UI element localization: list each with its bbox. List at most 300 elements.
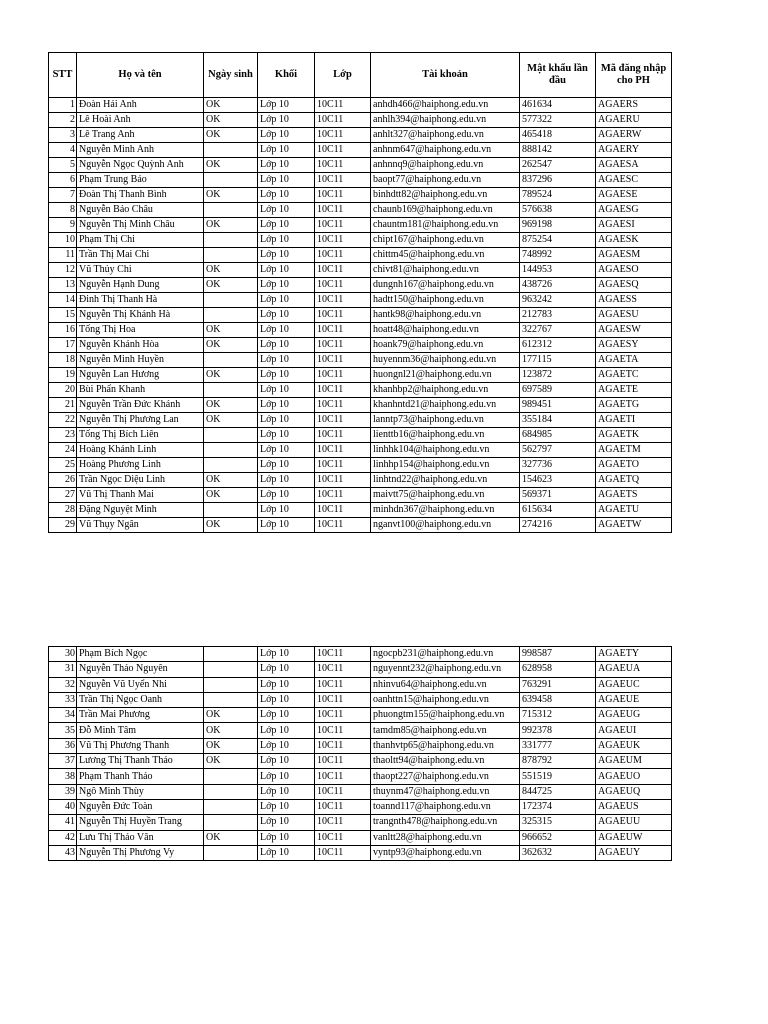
cell-name: Đặng Nguyệt Minh <box>77 503 204 518</box>
header-account: Tài khoản <box>371 53 520 98</box>
cell-parent-code: AGAEUY <box>596 845 672 860</box>
cell-password: 966652 <box>520 830 596 845</box>
cell-account: tamdm85@haiphong.edu.vn <box>371 723 520 738</box>
cell-name: Nguyễn Thị Minh Châu <box>77 218 204 233</box>
cell-password: 963242 <box>520 293 596 308</box>
cell-birthdate <box>204 443 258 458</box>
table-row <box>49 173 672 188</box>
cell-grade: Lớp 10 <box>258 738 315 753</box>
cell-grade: Lớp 10 <box>258 647 315 662</box>
table-row <box>49 203 672 218</box>
cell-account: anhlh394@haiphong.edu.vn <box>371 113 520 128</box>
cell-class: 10C11 <box>315 368 371 383</box>
cell-birthdate <box>204 293 258 308</box>
cell-password: 327736 <box>520 458 596 473</box>
cell-birthdate <box>204 353 258 368</box>
cell-stt: 12 <box>49 263 77 278</box>
table-row <box>49 754 672 769</box>
cell-account: khanhntd21@haiphong.edu.vn <box>371 398 520 413</box>
cell-account: huongnl21@haiphong.edu.vn <box>371 368 520 383</box>
cell-class: 10C11 <box>315 443 371 458</box>
cell-grade: Lớp 10 <box>258 784 315 799</box>
cell-stt: 28 <box>49 503 77 518</box>
cell-account: vyntp93@haiphong.edu.vn <box>371 845 520 860</box>
cell-name: Phạm Thanh Thảo <box>77 769 204 784</box>
cell-name: Lưu Thị Thảo Vân <box>77 830 204 845</box>
cell-password: 362632 <box>520 845 596 860</box>
cell-password: 875254 <box>520 233 596 248</box>
cell-name: Nguyễn Bảo Châu <box>77 203 204 218</box>
cell-password: 577322 <box>520 113 596 128</box>
header-password: Mật khẩu lần đầu <box>520 53 596 98</box>
cell-stt: 33 <box>49 692 77 707</box>
cell-stt: 23 <box>49 428 77 443</box>
cell-account: linhhp154@haiphong.edu.vn <box>371 458 520 473</box>
cell-name: Trần Ngọc Diệu Linh <box>77 473 204 488</box>
table-row <box>49 308 672 323</box>
cell-name: Tống Thị Bích Liên <box>77 428 204 443</box>
cell-birthdate <box>204 233 258 248</box>
cell-grade: Lớp 10 <box>258 677 315 692</box>
header-parent-code: Mã đăng nhập cho PH <box>596 53 672 98</box>
cell-class: 10C11 <box>315 278 371 293</box>
cell-password: 763291 <box>520 677 596 692</box>
cell-class: 10C11 <box>315 815 371 830</box>
table-row <box>49 323 672 338</box>
cell-stt: 17 <box>49 338 77 353</box>
cell-stt: 22 <box>49 413 77 428</box>
cell-grade: Lớp 10 <box>258 173 315 188</box>
cell-account: thuynm47@haiphong.edu.vn <box>371 784 520 799</box>
cell-grade: Lớp 10 <box>258 293 315 308</box>
table-row <box>49 428 672 443</box>
cell-parent-code: AGAESI <box>596 218 672 233</box>
table-row <box>49 338 672 353</box>
cell-class: 10C11 <box>315 203 371 218</box>
cell-name: Trần Mai Phương <box>77 708 204 723</box>
cell-password: 355184 <box>520 413 596 428</box>
table-row <box>49 799 672 814</box>
cell-grade: Lớp 10 <box>258 143 315 158</box>
cell-password: 998587 <box>520 647 596 662</box>
table-row <box>49 353 672 368</box>
table-row <box>49 143 672 158</box>
cell-name: Hoàng Phương Linh <box>77 458 204 473</box>
cell-parent-code: AGAETK <box>596 428 672 443</box>
cell-class: 10C11 <box>315 323 371 338</box>
cell-name: Nguyễn Thị Khánh Hà <box>77 308 204 323</box>
cell-class: 10C11 <box>315 98 371 113</box>
cell-grade: Lớp 10 <box>258 158 315 173</box>
cell-account: thanhvtp65@haiphong.edu.vn <box>371 738 520 753</box>
cell-account: anhdh466@haiphong.edu.vn <box>371 98 520 113</box>
cell-password: 992378 <box>520 723 596 738</box>
header-row <box>49 53 672 98</box>
cell-name: Nguyễn Thị Phương Lan <box>77 413 204 428</box>
cell-birthdate: OK <box>204 98 258 113</box>
table-row <box>49 769 672 784</box>
cell-name: Vũ Thị Phương Thanh <box>77 738 204 753</box>
cell-name: Nguyễn Khánh Hòa <box>77 338 204 353</box>
cell-stt: 16 <box>49 323 77 338</box>
cell-class: 10C11 <box>315 218 371 233</box>
cell-password: 969198 <box>520 218 596 233</box>
cell-class: 10C11 <box>315 799 371 814</box>
cell-grade: Lớp 10 <box>258 518 315 533</box>
cell-parent-code: AGAETI <box>596 413 672 428</box>
cell-name: Đoàn Thị Thanh Bình <box>77 188 204 203</box>
cell-class: 10C11 <box>315 830 371 845</box>
cell-password: 438726 <box>520 278 596 293</box>
cell-grade: Lớp 10 <box>258 723 315 738</box>
cell-stt: 2 <box>49 113 77 128</box>
cell-class: 10C11 <box>315 845 371 860</box>
cell-birthdate <box>204 248 258 263</box>
cell-name: Nguyễn Thảo Nguyên <box>77 662 204 677</box>
cell-password: 465418 <box>520 128 596 143</box>
cell-class: 10C11 <box>315 233 371 248</box>
cell-parent-code: AGAERS <box>596 98 672 113</box>
cell-stt: 34 <box>49 708 77 723</box>
cell-account: anhnm647@haiphong.edu.vn <box>371 143 520 158</box>
cell-stt: 39 <box>49 784 77 799</box>
cell-password: 888142 <box>520 143 596 158</box>
cell-password: 144953 <box>520 263 596 278</box>
cell-birthdate: OK <box>204 323 258 338</box>
cell-class: 10C11 <box>315 647 371 662</box>
cell-account: chauntm181@haiphong.edu.vn <box>371 218 520 233</box>
cell-stt: 38 <box>49 769 77 784</box>
cell-class: 10C11 <box>315 723 371 738</box>
cell-birthdate: OK <box>204 278 258 293</box>
cell-birthdate <box>204 308 258 323</box>
cell-class: 10C11 <box>315 248 371 263</box>
cell-name: Nguyễn Lan Hương <box>77 368 204 383</box>
table-row <box>49 248 672 263</box>
cell-parent-code: AGAESA <box>596 158 672 173</box>
table-row <box>49 662 672 677</box>
table-row <box>49 723 672 738</box>
cell-account: oanhttn15@haiphong.edu.vn <box>371 692 520 707</box>
cell-grade: Lớp 10 <box>258 754 315 769</box>
cell-parent-code: AGAEUW <box>596 830 672 845</box>
cell-class: 10C11 <box>315 143 371 158</box>
cell-parent-code: AGAERU <box>596 113 672 128</box>
cell-birthdate <box>204 383 258 398</box>
cell-stt: 21 <box>49 398 77 413</box>
table-row <box>49 845 672 860</box>
cell-parent-code: AGAETO <box>596 458 672 473</box>
cell-account: khanhbp2@haiphong.edu.vn <box>371 383 520 398</box>
cell-birthdate <box>204 458 258 473</box>
cell-birthdate: OK <box>204 413 258 428</box>
cell-birthdate: OK <box>204 708 258 723</box>
cell-grade: Lớp 10 <box>258 338 315 353</box>
cell-name: Nguyễn Thị Huyền Trang <box>77 815 204 830</box>
cell-parent-code: AGAETA <box>596 353 672 368</box>
table-row <box>49 518 672 533</box>
cell-parent-code: AGAETM <box>596 443 672 458</box>
cell-parent-code: AGAETW <box>596 518 672 533</box>
cell-stt: 30 <box>49 647 77 662</box>
header-class: Lớp <box>315 53 371 98</box>
student-table-part-2 <box>48 646 672 861</box>
cell-stt: 20 <box>49 383 77 398</box>
cell-password: 274216 <box>520 518 596 533</box>
cell-grade: Lớp 10 <box>258 308 315 323</box>
cell-birthdate <box>204 203 258 218</box>
cell-account: thaoltt94@haiphong.edu.vn <box>371 754 520 769</box>
cell-parent-code: AGAESK <box>596 233 672 248</box>
cell-account: baopt77@haiphong.edu.vn <box>371 173 520 188</box>
cell-class: 10C11 <box>315 784 371 799</box>
cell-name: Bùi Phấn Khanh <box>77 383 204 398</box>
cell-grade: Lớp 10 <box>258 413 315 428</box>
cell-name: Vũ Thủy Chi <box>77 263 204 278</box>
cell-parent-code: AGAEUA <box>596 662 672 677</box>
cell-birthdate: OK <box>204 488 258 503</box>
cell-account: linhhk104@haiphong.edu.vn <box>371 443 520 458</box>
cell-name: Nguyễn Đức Toàn <box>77 799 204 814</box>
cell-grade: Lớp 10 <box>258 203 315 218</box>
cell-parent-code: AGAEUC <box>596 677 672 692</box>
table-row <box>49 278 672 293</box>
cell-password: 325315 <box>520 815 596 830</box>
cell-parent-code: AGAESC <box>596 173 672 188</box>
cell-grade: Lớp 10 <box>258 128 315 143</box>
cell-account: maivtt75@haiphong.edu.vn <box>371 488 520 503</box>
cell-parent-code: AGAETQ <box>596 473 672 488</box>
cell-stt: 14 <box>49 293 77 308</box>
cell-name: Đinh Thị Thanh Hà <box>77 293 204 308</box>
cell-account: trangnth478@haiphong.edu.vn <box>371 815 520 830</box>
cell-password: 212783 <box>520 308 596 323</box>
cell-grade: Lớp 10 <box>258 799 315 814</box>
cell-account: lanntp73@haiphong.edu.vn <box>371 413 520 428</box>
cell-grade: Lớp 10 <box>258 188 315 203</box>
cell-grade: Lớp 10 <box>258 769 315 784</box>
cell-password: 172374 <box>520 799 596 814</box>
cell-password: 715312 <box>520 708 596 723</box>
cell-name: Nguyễn Hạnh Dung <box>77 278 204 293</box>
cell-grade: Lớp 10 <box>258 323 315 338</box>
cell-stt: 8 <box>49 203 77 218</box>
cell-parent-code: AGAEUG <box>596 708 672 723</box>
cell-parent-code: AGAEUM <box>596 754 672 769</box>
cell-stt: 31 <box>49 662 77 677</box>
cell-stt: 29 <box>49 518 77 533</box>
table-row <box>49 784 672 799</box>
table-row <box>49 815 672 830</box>
cell-password: 844725 <box>520 784 596 799</box>
cell-stt: 43 <box>49 845 77 860</box>
table-row <box>49 458 672 473</box>
cell-stt: 3 <box>49 128 77 143</box>
cell-parent-code: AGAETS <box>596 488 672 503</box>
cell-account: phuongtm155@haiphong.edu.vn <box>371 708 520 723</box>
cell-grade: Lớp 10 <box>258 368 315 383</box>
table-row <box>49 383 672 398</box>
cell-birthdate <box>204 677 258 692</box>
cell-parent-code: AGAESG <box>596 203 672 218</box>
cell-account: hadtt150@haiphong.edu.vn <box>371 293 520 308</box>
cell-parent-code: AGAEUQ <box>596 784 672 799</box>
cell-birthdate <box>204 503 258 518</box>
cell-parent-code: AGAETE <box>596 383 672 398</box>
cell-class: 10C11 <box>315 398 371 413</box>
cell-parent-code: AGAESU <box>596 308 672 323</box>
table-row <box>49 398 672 413</box>
cell-class: 10C11 <box>315 158 371 173</box>
cell-parent-code: AGAESS <box>596 293 672 308</box>
cell-password: 639458 <box>520 692 596 707</box>
cell-account: chivt81@haiphong.edu.vn <box>371 263 520 278</box>
cell-stt: 27 <box>49 488 77 503</box>
cell-class: 10C11 <box>315 338 371 353</box>
cell-birthdate <box>204 799 258 814</box>
cell-birthdate <box>204 173 258 188</box>
cell-grade: Lớp 10 <box>258 233 315 248</box>
table-row <box>49 488 672 503</box>
cell-class: 10C11 <box>315 662 371 677</box>
cell-account: nganvt100@haiphong.edu.vn <box>371 518 520 533</box>
cell-stt: 1 <box>49 98 77 113</box>
cell-password: 551519 <box>520 769 596 784</box>
cell-stt: 24 <box>49 443 77 458</box>
cell-class: 10C11 <box>315 473 371 488</box>
cell-birthdate: OK <box>204 158 258 173</box>
cell-grade: Lớp 10 <box>258 398 315 413</box>
cell-name: Đỗ Minh Tâm <box>77 723 204 738</box>
cell-grade: Lớp 10 <box>258 830 315 845</box>
cell-password: 262547 <box>520 158 596 173</box>
cell-class: 10C11 <box>315 383 371 398</box>
cell-class: 10C11 <box>315 308 371 323</box>
header-grade: Khối <box>258 53 315 98</box>
cell-birthdate: OK <box>204 830 258 845</box>
cell-password: 697589 <box>520 383 596 398</box>
table-row <box>49 113 672 128</box>
cell-name: Nguyễn Trần Đức Khánh <box>77 398 204 413</box>
cell-password: 562797 <box>520 443 596 458</box>
cell-account: hantk98@haiphong.edu.vn <box>371 308 520 323</box>
cell-parent-code: AGAESE <box>596 188 672 203</box>
cell-stt: 18 <box>49 353 77 368</box>
cell-stt: 19 <box>49 368 77 383</box>
table-row <box>49 677 672 692</box>
cell-grade: Lớp 10 <box>258 218 315 233</box>
cell-name: Trần Thị Mai Chi <box>77 248 204 263</box>
cell-birthdate: OK <box>204 263 258 278</box>
cell-class: 10C11 <box>315 692 371 707</box>
cell-name: Hoàng Khánh Linh <box>77 443 204 458</box>
cell-account: thaopt227@haiphong.edu.vn <box>371 769 520 784</box>
cell-birthdate: OK <box>204 128 258 143</box>
cell-name: Lương Thị Thanh Thảo <box>77 754 204 769</box>
cell-account: chaunb169@haiphong.edu.vn <box>371 203 520 218</box>
cell-grade: Lớp 10 <box>258 708 315 723</box>
cell-class: 10C11 <box>315 738 371 753</box>
cell-stt: 6 <box>49 173 77 188</box>
cell-grade: Lớp 10 <box>258 443 315 458</box>
cell-account: minhdn367@haiphong.edu.vn <box>371 503 520 518</box>
cell-parent-code: AGAESQ <box>596 278 672 293</box>
cell-class: 10C11 <box>315 428 371 443</box>
cell-stt: 37 <box>49 754 77 769</box>
cell-account: ngocpb231@haiphong.edu.vn <box>371 647 520 662</box>
cell-name: Vũ Thụy Ngân <box>77 518 204 533</box>
table-row <box>49 368 672 383</box>
cell-birthdate <box>204 769 258 784</box>
cell-grade: Lớp 10 <box>258 473 315 488</box>
table-row <box>49 647 672 662</box>
cell-grade: Lớp 10 <box>258 248 315 263</box>
cell-password: 684985 <box>520 428 596 443</box>
cell-birthdate <box>204 845 258 860</box>
cell-parent-code: AGAETG <box>596 398 672 413</box>
table-row <box>49 158 672 173</box>
table-row <box>49 738 672 753</box>
cell-parent-code: AGAERY <box>596 143 672 158</box>
cell-parent-code: AGAESO <box>596 263 672 278</box>
cell-class: 10C11 <box>315 677 371 692</box>
table-row <box>49 708 672 723</box>
cell-grade: Lớp 10 <box>258 503 315 518</box>
cell-name: Nguyễn Minh Huyền <box>77 353 204 368</box>
cell-grade: Lớp 10 <box>258 845 315 860</box>
cell-stt: 13 <box>49 278 77 293</box>
cell-grade: Lớp 10 <box>258 263 315 278</box>
cell-password: 331777 <box>520 738 596 753</box>
cell-parent-code: AGAESY <box>596 338 672 353</box>
cell-password: 612312 <box>520 338 596 353</box>
cell-name: Đoàn Hải Anh <box>77 98 204 113</box>
cell-account: chipt167@haiphong.edu.vn <box>371 233 520 248</box>
cell-parent-code: AGAERW <box>596 128 672 143</box>
cell-parent-code: AGAEUI <box>596 723 672 738</box>
cell-password: 177115 <box>520 353 596 368</box>
cell-stt: 15 <box>49 308 77 323</box>
cell-account: chittm45@haiphong.edu.vn <box>371 248 520 263</box>
cell-birthdate: OK <box>204 738 258 753</box>
cell-password: 789524 <box>520 188 596 203</box>
cell-password: 322767 <box>520 323 596 338</box>
header-stt: STT <box>49 53 77 98</box>
header-birthdate: Ngày sinh <box>204 53 258 98</box>
cell-class: 10C11 <box>315 353 371 368</box>
cell-stt: 4 <box>49 143 77 158</box>
cell-stt: 35 <box>49 723 77 738</box>
table-row <box>49 413 672 428</box>
cell-class: 10C11 <box>315 488 371 503</box>
cell-class: 10C11 <box>315 708 371 723</box>
cell-password: 569371 <box>520 488 596 503</box>
cell-birthdate <box>204 662 258 677</box>
cell-stt: 26 <box>49 473 77 488</box>
cell-grade: Lớp 10 <box>258 428 315 443</box>
table-row <box>49 218 672 233</box>
cell-birthdate: OK <box>204 398 258 413</box>
cell-class: 10C11 <box>315 769 371 784</box>
cell-birthdate: OK <box>204 113 258 128</box>
cell-password: 123872 <box>520 368 596 383</box>
cell-name: Nguyễn Minh Anh <box>77 143 204 158</box>
cell-stt: 25 <box>49 458 77 473</box>
cell-stt: 42 <box>49 830 77 845</box>
cell-parent-code: AGAEUK <box>596 738 672 753</box>
cell-stt: 11 <box>49 248 77 263</box>
cell-account: nguyennt232@haiphong.edu.vn <box>371 662 520 677</box>
